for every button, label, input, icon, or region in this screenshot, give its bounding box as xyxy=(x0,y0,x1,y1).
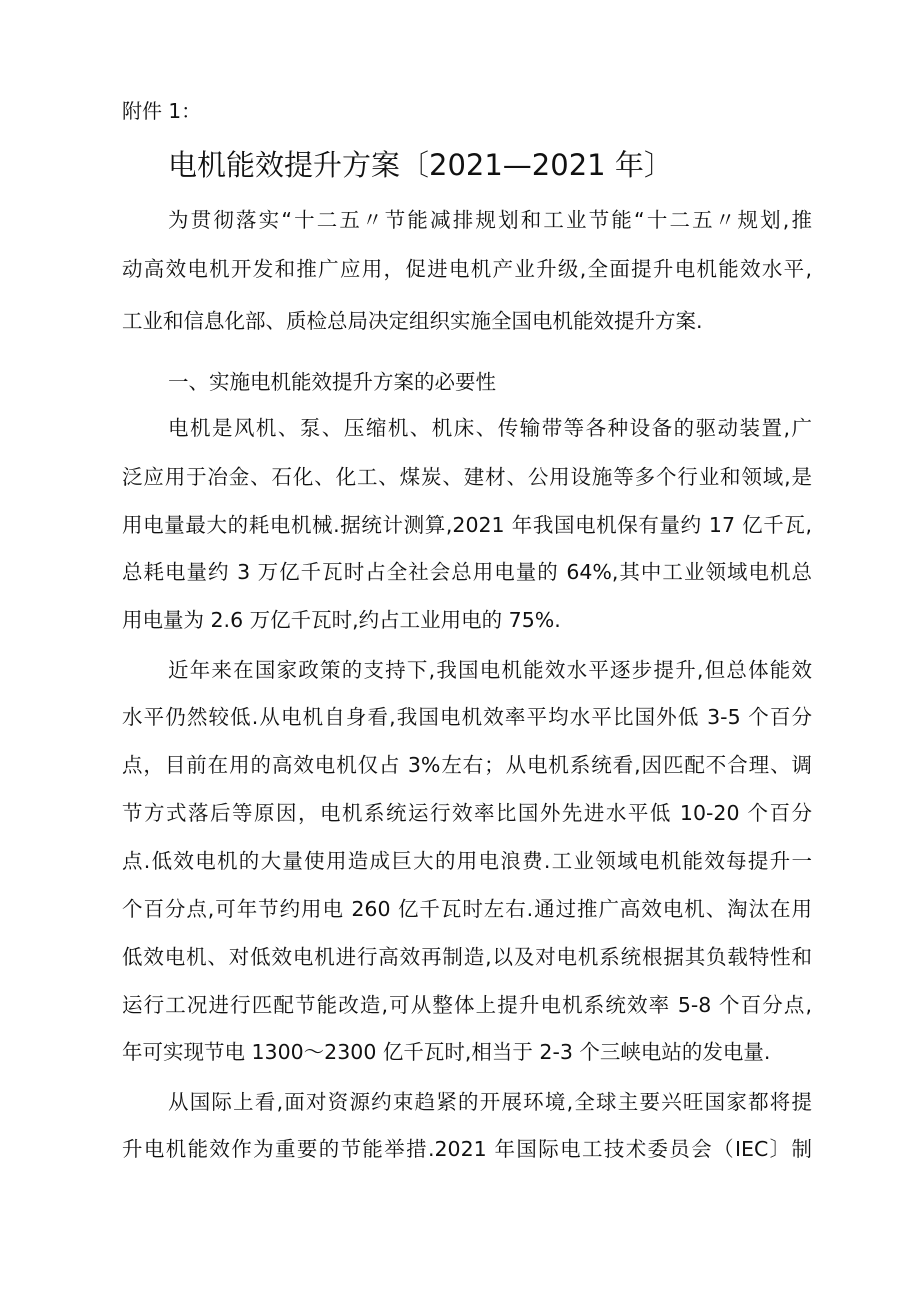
paragraph-line: 用电量最大的耗电机械.据统计测算,2021 年我国电机保有量约 17 亿千瓦, xyxy=(122,513,812,537)
paragraph-line: 总耗电量约 3 万亿千瓦时占全社会总用电量的 64%,其中工业领域电机总 xyxy=(122,560,812,584)
paragraph-line: 升电机能效作为重要的节能举措.2021 年国际电工技术委员会（IEC〕制 xyxy=(122,1137,812,1161)
paragraph-line: 低效电机、对低效电机进行高效再制造,以及对电机系统根据其负载特性和 xyxy=(122,945,812,969)
paragraph-line: 个百分点,可年节约用电 260 亿千瓦时左右.通过推广高效电机、淘汰在用 xyxy=(122,897,812,921)
paragraph-line: 点，目前在用的高效电机仅占 3%左右；从电机系统看,因匹配不合理、调 xyxy=(122,753,812,777)
paragraph-line: 节方式落后等原因，电机系统运行效率比国外先进水平低 10-20 个百分 xyxy=(122,801,812,825)
paragraph-line: 为贯彻落实“十二五〃节能减排规划和工业节能“十二五〃规划,推 xyxy=(168,208,812,232)
paragraph-line: 动高效电机开发和推广应用，促进电机产业升级,全面提升电机能效水平, xyxy=(122,257,812,281)
section-heading: 一、实施电机能效提升方案的必要性 xyxy=(168,370,496,394)
paragraph-line: 用电量为 2.6 万亿千瓦时,约占工业用电的 75%. xyxy=(122,608,561,632)
paragraph-line: 从国际上看,面对资源约束趋紧的开展环境,全球主要兴旺国家都将提 xyxy=(168,1090,812,1114)
paragraph-line: 水平仍然较低.从电机自身看,我国电机效率平均水平比国外低 3-5 个百分 xyxy=(122,705,812,729)
attachment-label: 附件 1： xyxy=(122,99,202,123)
paragraph-line: 工业和信息化部、质检总局决定组织实施全国电机能效提升方案. xyxy=(122,309,703,333)
paragraph-line: 泛应用于冶金、石化、化工、煤炭、建材、公用设施等多个行业和领域,是 xyxy=(122,465,812,489)
paragraph-line: 点.低效电机的大量使用造成巨大的用电浪费.工业领域电机能效每提升一 xyxy=(122,849,812,873)
paragraph-line: 电机是风机、泵、压缩机、机床、传输带等各种设备的驱动装置,广 xyxy=(168,416,812,440)
document-title: 电机能效提升方案〔2021—2021 年〕 xyxy=(168,148,673,182)
paragraph-line: 近年来在国家政策的支持下,我国电机能效水平逐步提升,但总体能效 xyxy=(168,658,812,682)
paragraph-line: 年可实现节电 1300～2300 亿千瓦时,相当于 2-3 个三峡电站的发电量. xyxy=(122,1040,771,1064)
paragraph-line: 运行工况进行匹配节能改造,可从整体上提升电机系统效率 5-8 个百分点, xyxy=(122,993,812,1017)
